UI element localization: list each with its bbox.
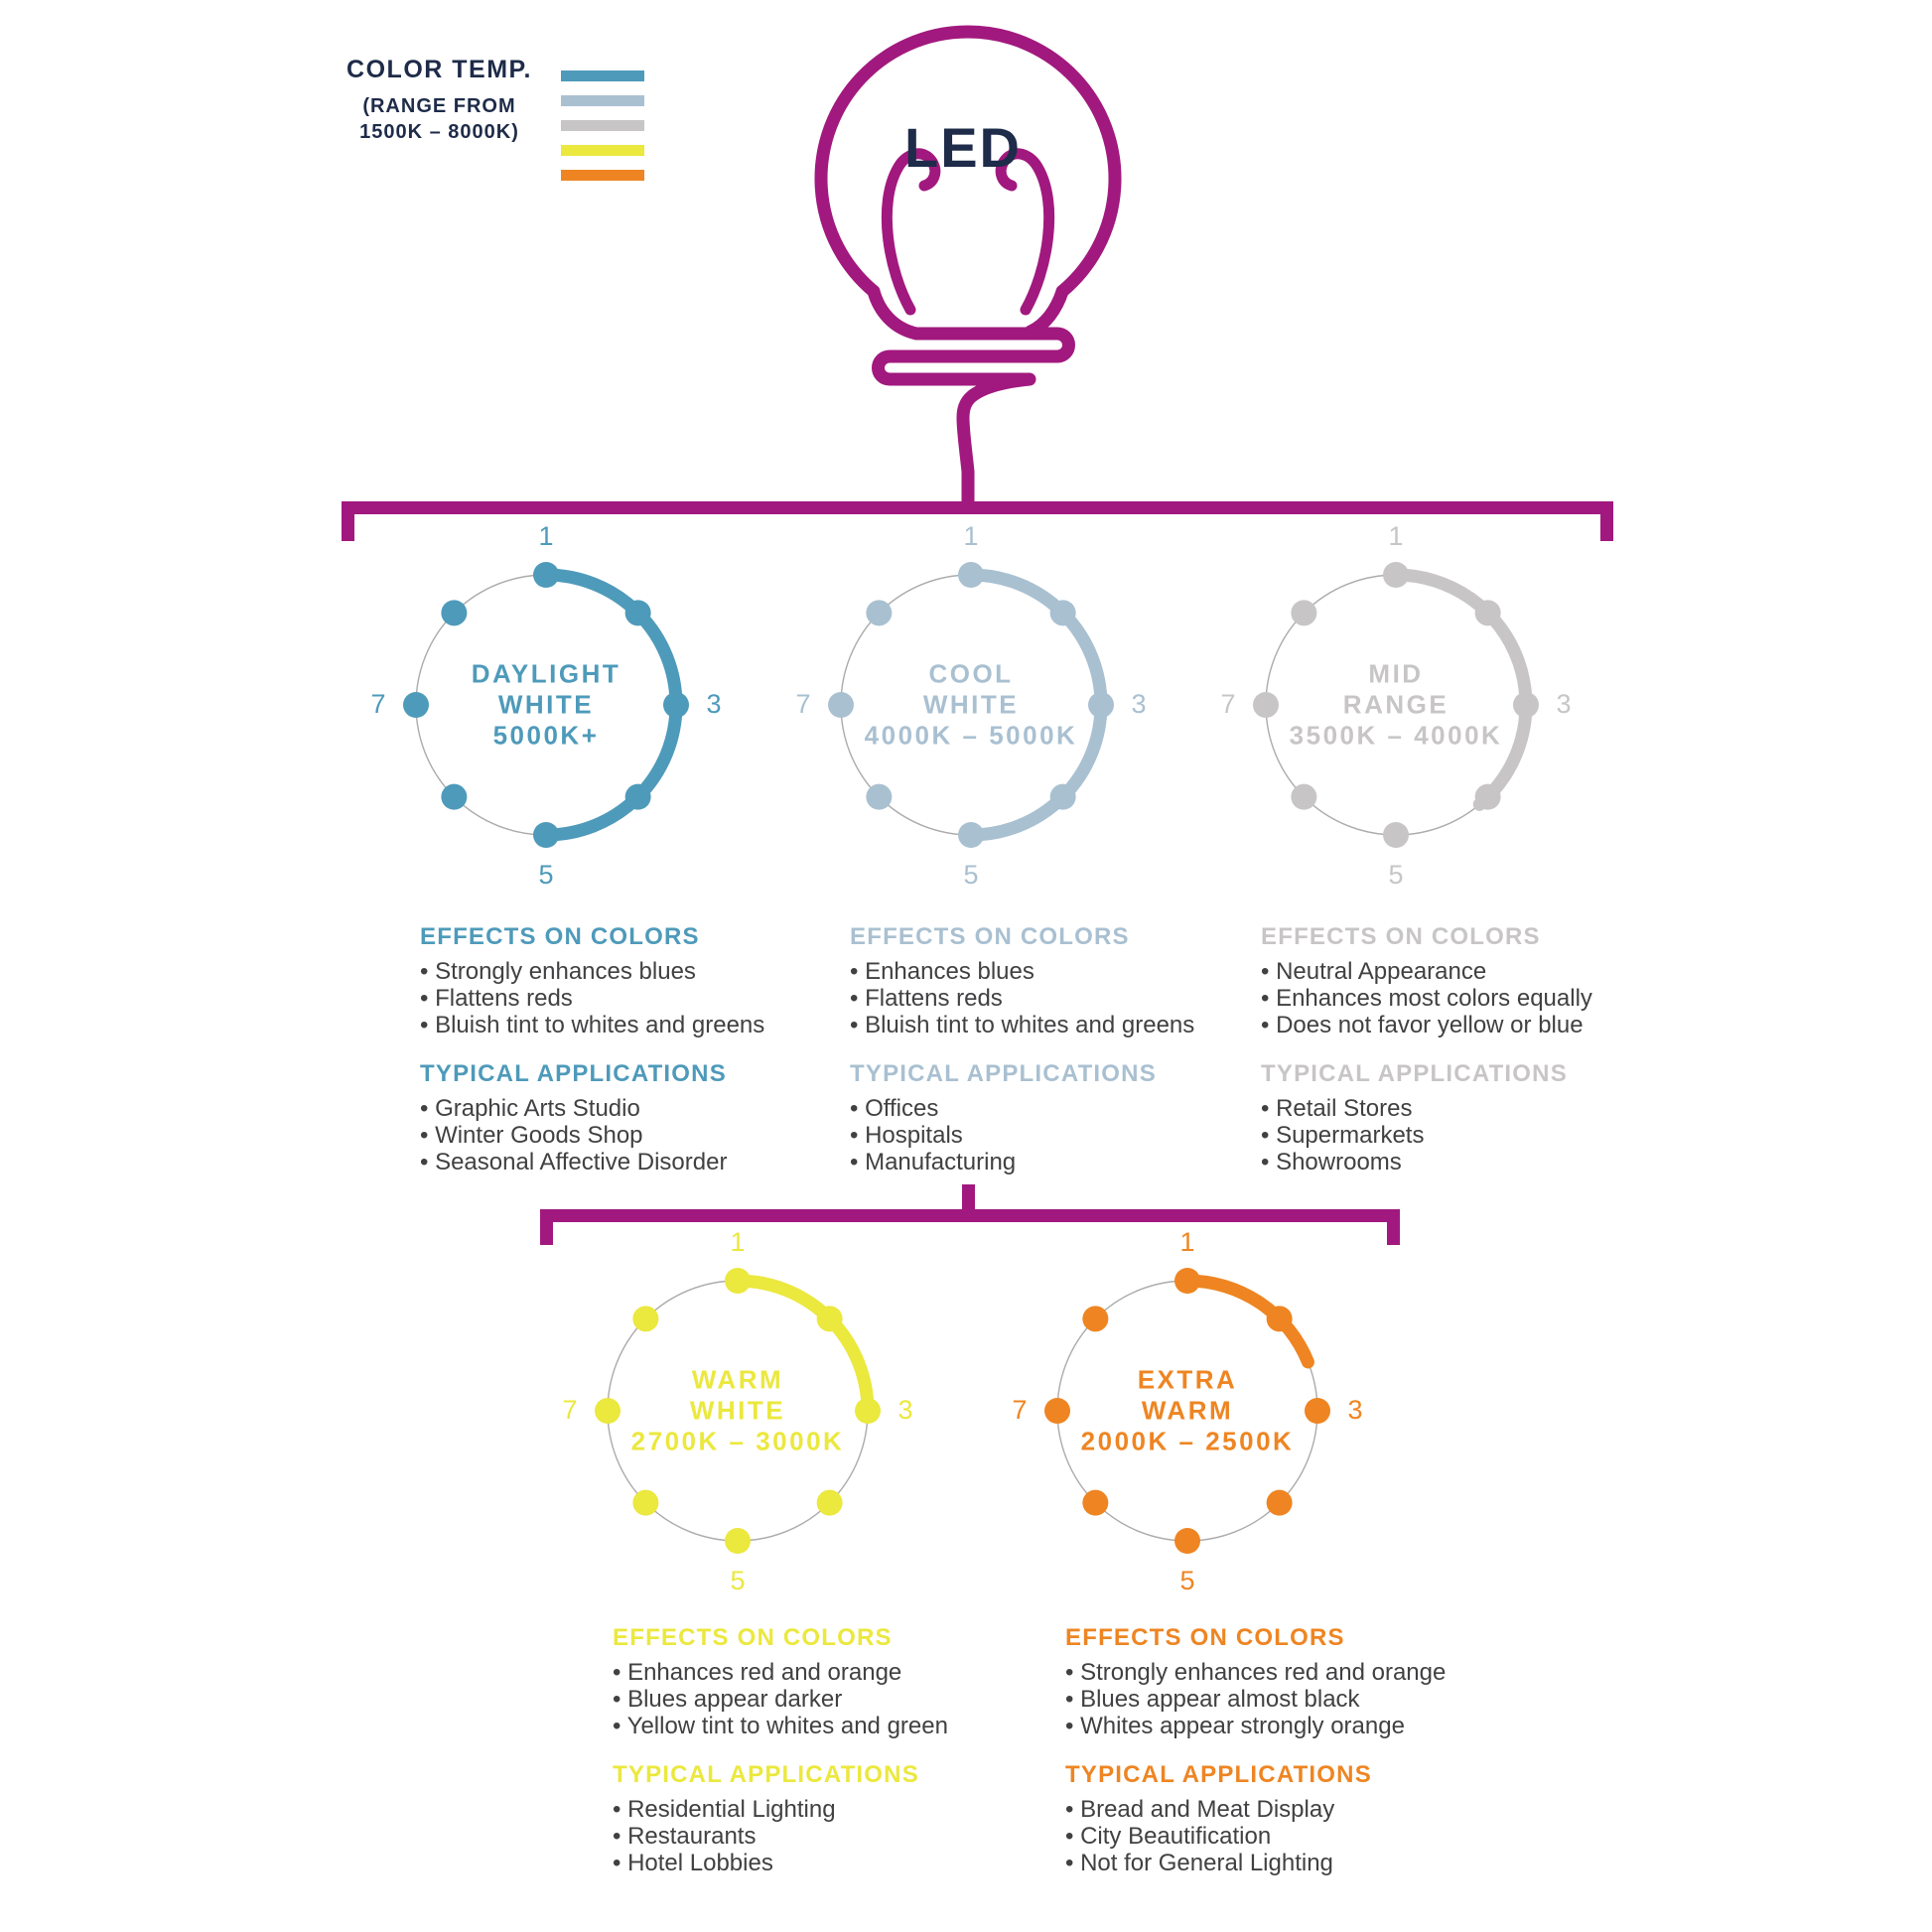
ring-number-3: 3	[706, 689, 722, 719]
connector-bar-top	[342, 501, 1613, 514]
ring-dot	[1383, 562, 1409, 588]
ring-number-5: 5	[1179, 1566, 1195, 1595]
ring-title: COOL WHITE 4000K – 5000K	[864, 658, 1078, 751]
ring-dot	[1267, 1306, 1293, 1331]
effects-heading: EFFECTS ON COLORS	[1065, 1624, 1345, 1651]
effects-heading: EFFECTS ON COLORS	[1261, 923, 1541, 950]
ring-number-1: 1	[963, 521, 979, 551]
effects-list	[1261, 958, 1592, 1038]
ring-dot	[725, 1268, 751, 1294]
ring-dot	[1082, 1490, 1108, 1516]
applications-list	[850, 1095, 1194, 1175]
bullet-item: • Showrooms	[1261, 1149, 1402, 1175]
color-bar-mid	[561, 120, 644, 131]
ring-title: EXTRA WARM 2000K – 2500K	[1080, 1364, 1295, 1456]
connector-cap	[540, 1209, 553, 1245]
ring-title: MID RANGE 3500K – 4000K	[1289, 658, 1503, 751]
ring-extra-warm	[1004, 1227, 1371, 1594]
ring-mid-range	[1212, 521, 1580, 889]
ring-cool-white	[787, 521, 1155, 889]
color-bar-cool	[561, 95, 644, 106]
ring-dot	[632, 1490, 658, 1516]
connector-cap	[1387, 1209, 1400, 1245]
ring-daylight-white	[362, 521, 730, 889]
bullet-item: • Yellow tint to whites and green	[613, 1713, 948, 1739]
color-bar-warm	[561, 145, 644, 156]
ring-dot	[725, 1528, 751, 1554]
bullet-item: • Flattens reds	[420, 985, 573, 1012]
bullet-item: • Blues appear darker	[613, 1686, 843, 1713]
connector-cap	[1600, 501, 1613, 541]
applications-heading: TYPICAL APPLICATIONS	[420, 1060, 727, 1087]
ring-dot	[441, 784, 467, 810]
bullet-item: • Enhances blues	[850, 958, 1035, 985]
connector-cap	[342, 501, 354, 541]
ring-number-3: 3	[1556, 689, 1572, 719]
bullet-item: • Bread and Meat Display	[1065, 1796, 1335, 1823]
ring-number-7: 7	[1220, 689, 1236, 719]
ring-dot	[958, 822, 984, 848]
ring-dot	[866, 784, 892, 810]
ring-number-1: 1	[1179, 1227, 1195, 1257]
applications-heading: TYPICAL APPLICATIONS	[613, 1761, 919, 1788]
ring-dot	[625, 600, 651, 625]
ring-number-3: 3	[897, 1395, 913, 1425]
bullet-item: • Not for General Lighting	[1065, 1850, 1333, 1876]
ring-dot	[1050, 784, 1076, 810]
effects-list	[850, 958, 1194, 1038]
ring-number-3: 3	[1347, 1395, 1363, 1425]
info-daylight-white	[420, 923, 764, 1175]
ring-dot	[1475, 784, 1501, 810]
bullet-item: • Strongly enhances red and orange	[1065, 1659, 1447, 1686]
ring-number-7: 7	[1012, 1395, 1028, 1425]
bullet-item: • Bluish tint to whites and greens	[850, 1012, 1195, 1038]
bullet-item: • Bluish tint to whites and greens	[420, 1012, 765, 1038]
ring-dot	[958, 562, 984, 588]
info-mid-range	[1261, 923, 1592, 1175]
ring-number-7: 7	[562, 1395, 578, 1425]
bullet-item: • Hospitals	[850, 1122, 963, 1149]
ring-dot	[1174, 1528, 1200, 1554]
ring-number-1: 1	[1388, 521, 1404, 551]
bullet-item: • Whites appear strongly orange	[1065, 1713, 1405, 1739]
ring-dot	[817, 1306, 843, 1331]
ring-dot	[1050, 600, 1076, 625]
color-temp-scale	[561, 70, 644, 195]
bullet-item: • Neutral Appearance	[1261, 958, 1487, 985]
info-cool-white	[850, 923, 1194, 1175]
effects-list	[420, 958, 764, 1038]
bullet-item: • Enhances red and orange	[613, 1659, 902, 1686]
ring-title: DAYLIGHT WHITE 5000K+	[471, 658, 621, 751]
ring-number-5: 5	[730, 1566, 746, 1595]
info-warm-white	[613, 1624, 948, 1876]
bullet-item: • Winter Goods Shop	[420, 1122, 643, 1149]
applications-list	[1065, 1796, 1446, 1876]
legend-subtitle-1: (RANGE FROM	[362, 95, 516, 117]
led-bulb-icon	[750, 15, 1186, 531]
ring-title: WARM WHITE 2700K – 3000K	[630, 1364, 845, 1456]
applications-list	[420, 1095, 764, 1175]
ring-number-7: 7	[795, 689, 811, 719]
ring-number-3: 3	[1131, 689, 1147, 719]
legend-subtitle-2: 1500K – 8000K)	[359, 121, 519, 143]
bullet-item: • Seasonal Affective Disorder	[420, 1149, 728, 1175]
effects-heading: EFFECTS ON COLORS	[613, 1624, 893, 1651]
bullet-item: • City Beautification	[1065, 1823, 1272, 1850]
ring-number-1: 1	[538, 521, 554, 551]
bullet-item: • Offices	[850, 1095, 939, 1122]
ring-dot	[533, 822, 559, 848]
bullet-item: • Strongly enhances blues	[420, 958, 696, 985]
applications-heading: TYPICAL APPLICATIONS	[850, 1060, 1157, 1087]
ring-warm-white	[554, 1227, 921, 1594]
effects-list	[613, 1659, 948, 1739]
bullet-item: • Hotel Lobbies	[613, 1850, 773, 1876]
legend-title: COLOR TEMP.	[346, 56, 532, 83]
ring-dot	[1383, 822, 1409, 848]
bullet-item: • Supermarkets	[1261, 1122, 1425, 1149]
ring-dot	[817, 1490, 843, 1516]
effects-heading: EFFECTS ON COLORS	[850, 923, 1130, 950]
bullet-item: • Flattens reds	[850, 985, 1003, 1012]
ring-dot	[632, 1306, 658, 1331]
bullet-item: • Manufacturing	[850, 1149, 1017, 1175]
ring-dot	[1475, 600, 1501, 625]
bullet-item: • Restaurants	[613, 1823, 757, 1850]
applications-list	[1261, 1095, 1592, 1175]
bullet-item: • Residential Lighting	[613, 1796, 836, 1823]
applications-heading: TYPICAL APPLICATIONS	[1065, 1761, 1372, 1788]
effects-heading: EFFECTS ON COLORS	[420, 923, 700, 950]
ring-dot	[866, 600, 892, 625]
bullet-item: • Does not favor yellow or blue	[1261, 1012, 1584, 1038]
ring-dot	[441, 600, 467, 625]
ring-dot	[1291, 600, 1316, 625]
legend	[328, 56, 551, 145]
color-bar-extra-warm	[561, 170, 644, 181]
color-bar-daylight	[561, 70, 644, 81]
bullet-item: • Enhances most colors equally	[1261, 985, 1592, 1012]
ring-number-5: 5	[538, 860, 554, 890]
ring-dot	[1267, 1490, 1293, 1516]
ring-dot	[533, 562, 559, 588]
connector-bar-bottom	[540, 1209, 1400, 1222]
ring-number-7: 7	[370, 689, 386, 719]
led-label: LED	[904, 116, 1022, 179]
bullet-item: • Blues appear almost black	[1065, 1686, 1360, 1713]
ring-dot	[625, 784, 651, 810]
ring-dot	[1082, 1306, 1108, 1331]
effects-list	[1065, 1659, 1446, 1739]
info-extra-warm	[1065, 1624, 1446, 1876]
ring-number-1: 1	[730, 1227, 746, 1257]
ring-dot	[1291, 784, 1316, 810]
ring-number-5: 5	[1388, 860, 1404, 890]
applications-heading: TYPICAL APPLICATIONS	[1261, 1060, 1568, 1087]
connector-stub	[962, 1184, 975, 1210]
ring-dot	[1174, 1268, 1200, 1294]
applications-list	[613, 1796, 948, 1876]
ring-number-5: 5	[963, 860, 979, 890]
bullet-item: • Retail Stores	[1261, 1095, 1413, 1122]
bullet-item: • Graphic Arts Studio	[420, 1095, 640, 1122]
